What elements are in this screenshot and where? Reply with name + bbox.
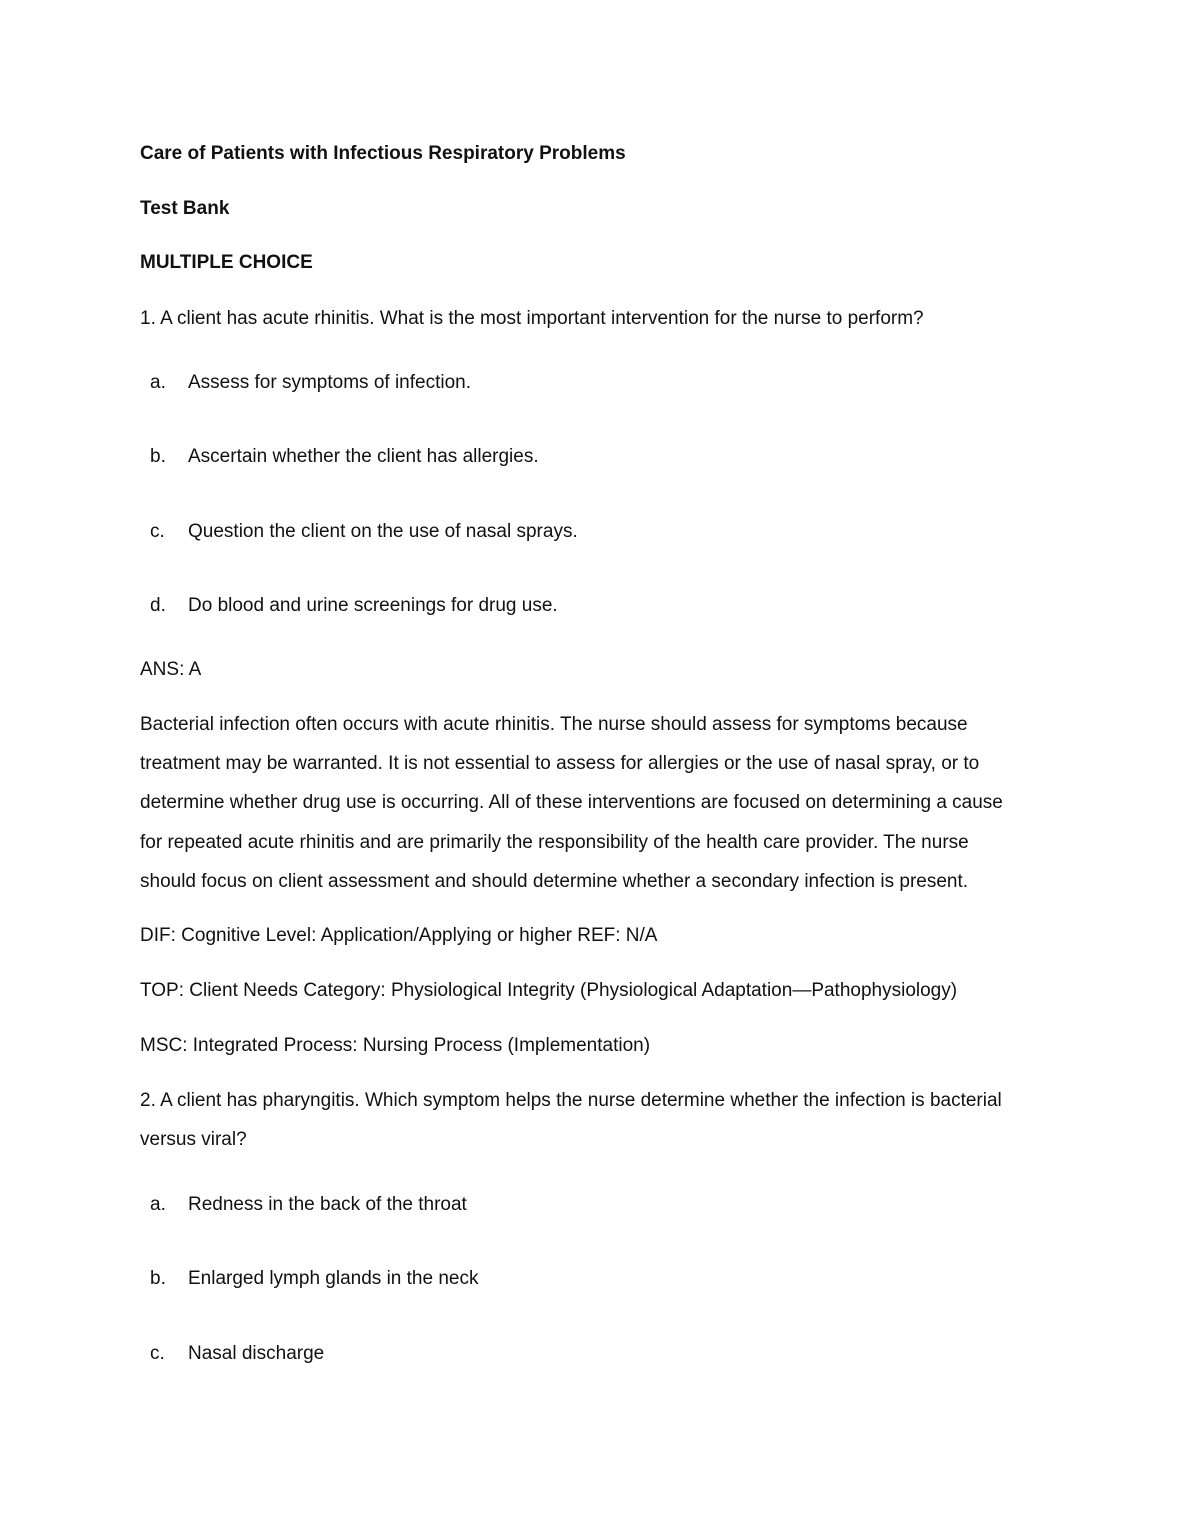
- q1-topic: TOP: Client Needs Category: Physiological Integrity (Physiological Adaptation—Pathophysiology): [140, 980, 958, 1001]
- q2-option-b-letter: b.: [150, 1268, 166, 1289]
- q1-option-c-letter: c.: [150, 521, 165, 542]
- q2-option-c-text: Nasal discharge: [188, 1343, 325, 1364]
- q1-answer: ANS: A: [140, 659, 202, 680]
- q1-rationale-line: determine whether drug use is occurring. All of these interventions are focused on determining a cause: [140, 792, 1003, 813]
- q1-rationale-line: for repeated acute rhinitis and are primarily the responsibility of the health care provider. The nurse: [140, 832, 969, 853]
- q1-difficulty: DIF: Cognitive Level: Application/Applying or higher REF: N/A: [140, 925, 658, 946]
- q1-rationale-line: should focus on client assessment and should determine whether a secondary infection is present.: [140, 871, 969, 892]
- question-1: 1. A client has acute rhinitis. What is the most important intervention for the nurse to perform?: [140, 308, 924, 329]
- q1-option-b-letter: b.: [150, 446, 166, 467]
- section-heading: MULTIPLE CHOICE: [140, 252, 313, 273]
- q1-msc: MSC: Integrated Process: Nursing Process (Implementation): [140, 1035, 651, 1056]
- q2-option-c-letter: c.: [150, 1343, 165, 1364]
- q1-option-a-letter: a.: [150, 372, 166, 393]
- document-subtitle: Test Bank: [140, 198, 230, 219]
- q1-option-d-text: Do blood and urine screenings for drug use.: [188, 595, 558, 616]
- q2-option-b-text: Enlarged lymph glands in the neck: [188, 1268, 479, 1289]
- document-title: Care of Patients with Infectious Respiratory Problems: [140, 143, 626, 164]
- q2-option-a-text: Redness in the back of the throat: [188, 1194, 467, 1215]
- q2-option-a-letter: a.: [150, 1194, 166, 1215]
- question-2-line: 2. A client has pharyngitis. Which symptom helps the nurse determine whether the infection is bacterial: [140, 1090, 1002, 1111]
- q1-option-c-text: Question the client on the use of nasal sprays.: [188, 521, 578, 542]
- q1-option-a-text: Assess for symptoms of infection.: [188, 372, 471, 393]
- question-2-line: versus viral?: [140, 1129, 247, 1150]
- q1-rationale-line: treatment may be warranted. It is not essential to assess for allergies or the use of nasal spray, or to: [140, 753, 980, 774]
- q1-option-b-text: Ascertain whether the client has allergies.: [188, 446, 539, 467]
- q1-option-d-letter: d.: [150, 595, 166, 616]
- q1-rationale-line: Bacterial infection often occurs with acute rhinitis. The nurse should assess for symptoms because: [140, 714, 968, 735]
